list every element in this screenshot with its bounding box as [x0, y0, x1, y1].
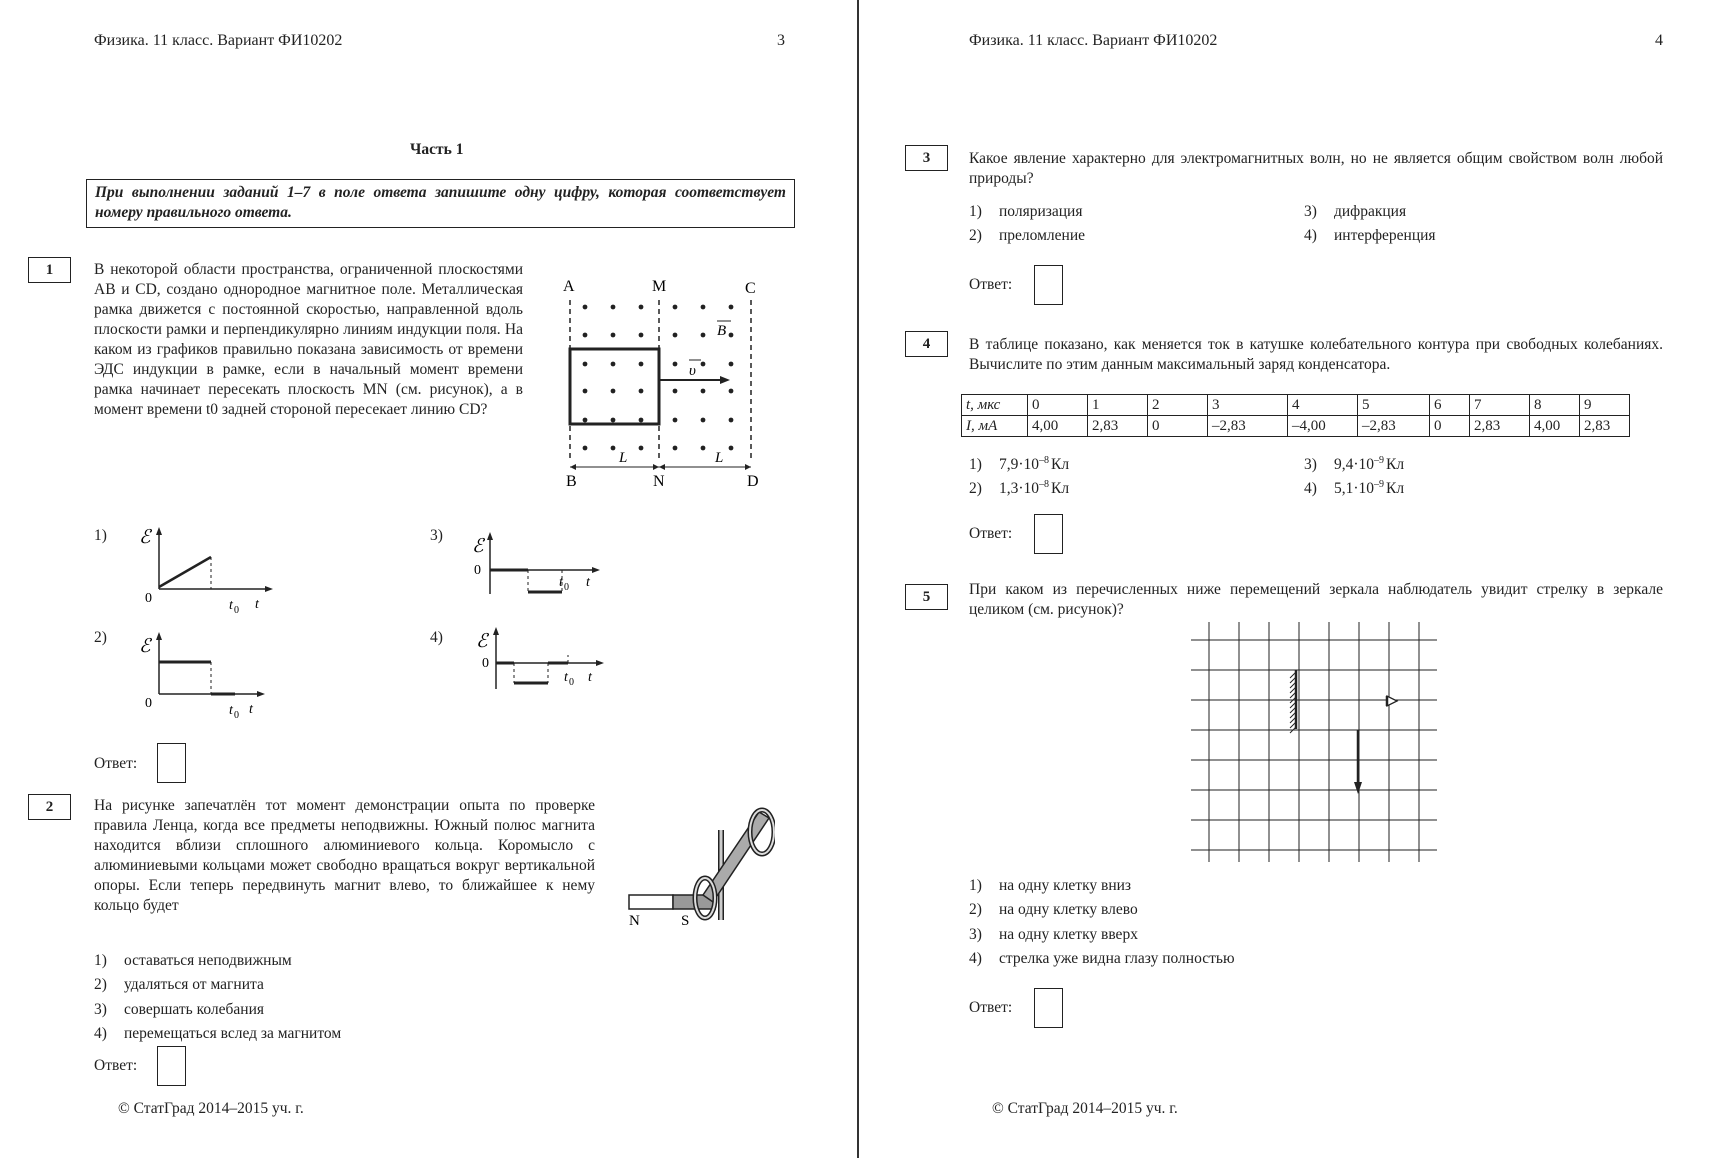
field-dot [729, 362, 734, 367]
zero-label: 0 [474, 563, 481, 578]
answer-label-q1: Ответ: [94, 755, 138, 772]
t-label: t [255, 597, 259, 612]
time-cell: 7 [1470, 395, 1530, 416]
field-dot [701, 305, 706, 310]
option-exponent: –9 [1374, 455, 1385, 466]
current-header: I, мА [962, 416, 1028, 437]
q5-option-2 [969, 900, 1138, 920]
magnet-s-label: S [681, 913, 690, 929]
option-number: 2) [969, 480, 982, 498]
dim-arrow [653, 464, 659, 470]
object-arrowhead [1354, 782, 1362, 794]
option-text: на одну клетку влево [999, 901, 1138, 918]
field-dot [673, 362, 678, 367]
eye-icon [1387, 696, 1397, 706]
t0-subscript: 0 [569, 677, 574, 688]
option-text: стрелка уже видна глазу полностью [999, 950, 1235, 967]
copyright: © СтатГрад 2014–2015 уч. г. [992, 1100, 1178, 1117]
current-cell: –2,83 [1358, 416, 1430, 437]
field-dot [729, 446, 734, 451]
magnet-n-label: N [629, 913, 640, 929]
label-b: B [566, 473, 577, 490]
option-number: 3) [94, 1001, 107, 1018]
field-dot [611, 389, 616, 394]
question-3-text: Какое явление характерно для электромагнитных волн, но не является общим свойством волн любой природы? [969, 150, 1663, 187]
question-1-text: В некоторой области пространства, ограниченной плоскостями AB и CD, создано однородное магнитное поле. Металлическая рамка движется с постоянной скоростью, направленной вдоль плоскости рамки и перпендикулярно линиям индукции поля. На каком из графиков правильно показана зависимость от времени ЭДС индукции в рамке, если в начальный момент времени рамка начинает пересекать плоскость MN (см. рисунок), а в момент времени t0 задней стороной пересекает линию CD? [94, 261, 523, 418]
option-unit: Кл [1386, 456, 1405, 474]
graph-option-number: 2) [94, 629, 107, 646]
field-dot [701, 389, 706, 394]
option-number: 3) [969, 926, 982, 943]
question-number-5: 5 [905, 584, 948, 610]
option-text: интерференция [1334, 227, 1436, 244]
field-dot [639, 418, 644, 423]
option-number: 3) [1304, 203, 1317, 220]
axis-arrow [596, 660, 604, 666]
field-dot [639, 305, 644, 310]
field-dot [673, 418, 678, 423]
option-text: удаляться от магнита [124, 976, 264, 993]
t-label: t [586, 575, 590, 590]
q3-option-3 [1304, 202, 1406, 222]
field-dot [583, 305, 588, 310]
field-dot [639, 362, 644, 367]
question-4-text: В таблице показано, как меняется ток в катушке колебательного контура при свободных колебаниях. Вычислите по этим данным максимальный заряд конденсатора. [969, 336, 1663, 373]
lenz-experiment-figure [625, 800, 775, 935]
copyright: © СтатГрад 2014–2015 уч. г. [118, 1100, 304, 1117]
option-text: преломление [999, 227, 1086, 244]
q2-option-1 [94, 951, 292, 971]
length-label: L [619, 450, 628, 466]
label-d: D [747, 473, 759, 490]
current-cell: –2,83 [1208, 416, 1288, 437]
dim-arrow [570, 464, 576, 470]
graph-3 [470, 530, 610, 610]
emf-label: ℰ [476, 631, 488, 652]
page-header: Физика. 11 класс. Вариант ФИ10202 [94, 32, 343, 49]
field-dot [611, 333, 616, 338]
field-dot [611, 418, 616, 423]
current-cell: 4,00 [1530, 416, 1580, 437]
option-text: на одну клетку вниз [999, 877, 1132, 894]
current-cell: 2,83 [1470, 416, 1530, 437]
field-dot [729, 389, 734, 394]
answer-label-q2: Ответ: [94, 1057, 138, 1074]
current-table [961, 394, 1630, 437]
time-cell: 1 [1088, 395, 1148, 416]
option-unit: Кл [1386, 480, 1405, 498]
t0-label: t [229, 703, 233, 718]
time-row [962, 395, 1630, 416]
field-dot [583, 389, 588, 394]
answer-box-q1[interactable] [157, 743, 186, 783]
current-cell: 4,00 [1028, 416, 1088, 437]
label-n: N [653, 473, 665, 490]
emf-line [159, 557, 211, 587]
option-base: 1,3·10 [999, 480, 1040, 498]
option-text: оставаться неподвижным [124, 952, 292, 969]
time-cell: 6 [1430, 395, 1470, 416]
metal-frame [570, 349, 659, 424]
current-cell: 2,83 [1088, 416, 1148, 437]
label-c: C [745, 280, 756, 297]
graph-option-number: 1) [94, 527, 107, 544]
velocity-arrowhead [720, 376, 730, 384]
option-number: 4) [1304, 480, 1317, 498]
option-base: 7,9·10 [999, 456, 1040, 474]
field-dot [583, 333, 588, 338]
question-number-1: 1 [28, 257, 71, 283]
current-row [962, 416, 1630, 437]
mirror-grid-figure [1191, 622, 1437, 862]
axis-arrow [156, 632, 162, 640]
option-text: на одну клетку вверх [999, 926, 1138, 943]
option-text: совершать колебания [124, 1001, 265, 1018]
t-label: t [588, 670, 592, 685]
answer-label-q3: Ответ: [969, 276, 1013, 293]
field-dot [639, 333, 644, 338]
option-number: 4) [94, 1025, 107, 1042]
option-number: 2) [969, 227, 982, 244]
option-number: 1) [94, 952, 107, 969]
option-exponent: –8 [1039, 479, 1050, 490]
q5-option-3 [969, 925, 1138, 945]
field-dot [673, 333, 678, 338]
label-m: M [652, 278, 667, 295]
instruction-text: При выполнении заданий 1–7 в поле ответа запишите одну цифру, которая соответствует номеру правильного ответа. [95, 184, 786, 221]
emf-label: ℰ [139, 527, 151, 548]
option-number: 1) [969, 877, 982, 894]
graph-2 [135, 630, 275, 722]
t0-label: t [229, 598, 233, 613]
option-number: 4) [969, 950, 982, 967]
q4-option-1 [969, 451, 1069, 475]
time-cell: 4 [1288, 395, 1358, 416]
t0-subscript: 0 [234, 710, 239, 721]
grid-lines [1191, 622, 1437, 862]
field-dot [701, 333, 706, 338]
time-cell: 0 [1028, 395, 1088, 416]
option-number: 3) [1304, 456, 1317, 474]
field-dot [673, 305, 678, 310]
answer-box-q2[interactable] [157, 1046, 186, 1086]
option-text: перемещаться вслед за магнитом [124, 1025, 342, 1042]
emf-label: ℰ [472, 536, 484, 557]
axis-arrow [493, 627, 499, 635]
field-dot [639, 389, 644, 394]
axis-arrow [265, 586, 273, 592]
field-dot [611, 446, 616, 451]
question-2-text: На рисунке запечатлён тот момент демонстрации опыта по проверке правила Ленца, когда все предметы неподвижны. Южный полюс магнита находится вблизи сплошного алюминиевого кольца. Коромысло с алюминиевыми кольцами может свободно вращаться вокруг вертикальной опоры. Если теперь передвинуть магнит влево, то ближайшее к нему кольцо будет [94, 797, 595, 914]
q4-option-3 [1304, 451, 1404, 475]
option-number: 1) [969, 456, 982, 474]
magnet-n-pole [629, 895, 673, 909]
field-dot [701, 418, 706, 423]
t-label: t [249, 702, 253, 717]
label-a: A [563, 278, 575, 295]
field-dot [673, 389, 678, 394]
page-number: 3 [777, 32, 785, 49]
option-text: дифракция [1334, 203, 1407, 220]
answer-box-q3[interactable] [1034, 265, 1063, 305]
option-number: 1) [969, 203, 982, 220]
right-page [859, 0, 1714, 1158]
field-dot [673, 446, 678, 451]
answer-box-q5[interactable] [1034, 988, 1063, 1028]
time-header: t, мкс [962, 395, 1028, 416]
field-dot [729, 418, 734, 423]
field-dot [583, 362, 588, 367]
time-cell: 2 [1148, 395, 1208, 416]
option-text: поляризация [999, 203, 1083, 220]
velocity-label: υ [689, 363, 696, 379]
option-base: 5,1·10 [1334, 480, 1375, 498]
time-cell: 9 [1580, 395, 1630, 416]
graph-4 [472, 625, 612, 705]
q5-option-4 [969, 949, 1235, 969]
answer-label-q5: Ответ: [969, 999, 1013, 1016]
time-cell: 5 [1358, 395, 1430, 416]
t0-subscript: 0 [234, 605, 239, 615]
q4-option-4 [1304, 475, 1404, 499]
q2-option-2 [94, 975, 264, 995]
q5-option-1 [969, 876, 1131, 896]
question-5-text: При каком из перечисленных ниже перемещений зеркала наблюдатель увидит стрелку в зеркале целиком (см. рисунок)? [969, 581, 1663, 618]
b-vector-label: B [717, 323, 727, 339]
t0-label: t [564, 670, 568, 685]
t0-label: t [559, 575, 563, 590]
zero-label: 0 [482, 656, 489, 671]
page-number: 4 [1655, 32, 1663, 49]
question-number-4: 4 [905, 331, 948, 357]
question-number-2: 2 [28, 794, 71, 820]
axis-arrow [156, 527, 162, 535]
field-dot [701, 362, 706, 367]
field-dot [583, 418, 588, 423]
option-unit: Кл [1051, 480, 1070, 498]
option-exponent: –9 [1374, 479, 1385, 490]
time-cell: 8 [1530, 395, 1580, 416]
answer-box-q4[interactable] [1034, 514, 1063, 554]
dim-arrow [659, 464, 665, 470]
emf-label: ℰ [139, 636, 151, 657]
q4-option-2 [969, 475, 1069, 499]
current-cell: –4,00 [1288, 416, 1358, 437]
zero-label: 0 [145, 696, 152, 711]
time-cell: 3 [1208, 395, 1288, 416]
field-dot [611, 362, 616, 367]
option-unit: Кл [1051, 456, 1070, 474]
axis-arrow [487, 532, 493, 540]
q2-option-3 [94, 1000, 264, 1020]
magnetic-field-figure [555, 272, 775, 497]
field-dot [729, 305, 734, 310]
t0-subscript: 0 [564, 582, 569, 593]
option-number: 2) [94, 976, 107, 993]
option-number: 4) [1304, 227, 1317, 244]
current-cell: 0 [1430, 416, 1470, 437]
current-cell: 0 [1148, 416, 1208, 437]
field-dot [701, 446, 706, 451]
field-dot [611, 305, 616, 310]
graph-1 [135, 525, 275, 615]
answer-label-q4: Ответ: [969, 525, 1013, 542]
page-header: Физика. 11 класс. Вариант ФИ10202 [969, 32, 1218, 49]
graph-option-number: 4) [430, 629, 443, 646]
part-title: Часть 1 [410, 141, 464, 158]
field-dot [639, 446, 644, 451]
option-number: 2) [969, 901, 982, 918]
axis-arrow [257, 691, 265, 697]
dim-arrow [745, 464, 751, 470]
option-base: 9,4·10 [1334, 456, 1375, 474]
length-label: L [715, 450, 724, 466]
q3-option-1 [969, 202, 1082, 222]
q2-option-4 [94, 1024, 341, 1044]
instruction-box [86, 179, 795, 228]
question-number-3: 3 [905, 145, 948, 171]
field-dot [729, 333, 734, 338]
field-dot [583, 446, 588, 451]
axis-arrow [592, 567, 600, 573]
current-cell: 2,83 [1580, 416, 1630, 437]
option-exponent: –8 [1039, 455, 1050, 466]
q3-option-2 [969, 226, 1085, 246]
q3-option-4 [1304, 226, 1436, 246]
zero-label: 0 [145, 591, 152, 606]
graph-option-number: 3) [430, 527, 443, 544]
